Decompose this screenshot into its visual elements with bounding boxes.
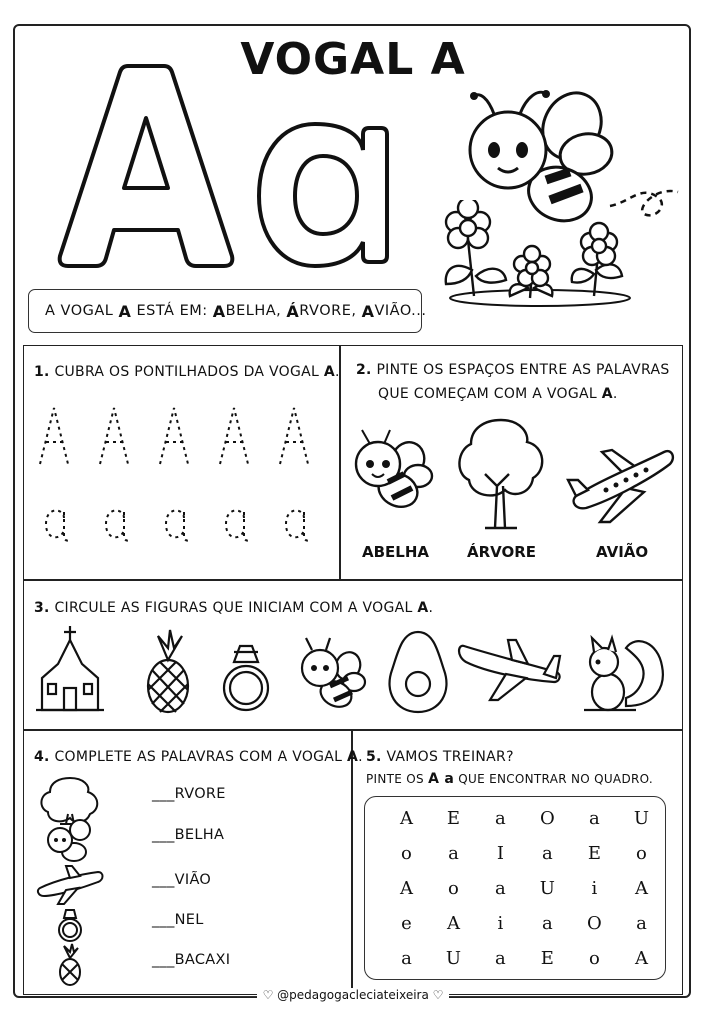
info-word3-initial: A (361, 301, 375, 321)
ring-icon-tiny (59, 910, 81, 941)
bee-icon (352, 424, 436, 520)
grid-row (383, 941, 665, 976)
grid-cell[interactable]: a (495, 808, 506, 829)
church-icon (36, 626, 104, 710)
avocado-icon (390, 632, 447, 712)
grid-row (383, 836, 665, 871)
section-3-figures (36, 626, 676, 718)
tree-icon-small (41, 778, 97, 824)
grid-cell[interactable]: A (399, 808, 413, 829)
grid-cell[interactable]: i (497, 913, 504, 934)
caption-arvore: ÁRVORE (467, 543, 537, 561)
grid-cell[interactable]: a (589, 808, 600, 829)
trace-uppercase-a (160, 408, 188, 464)
grid-cell[interactable]: U (539, 878, 555, 899)
big-lowercase-a-outline (253, 120, 393, 270)
info-word1-initial: A (212, 301, 226, 321)
grid-cell[interactable]: a (401, 948, 412, 969)
section-1-instruction: 1. CUBRA OS PONTILHADOS DA VOGAL A. (34, 364, 340, 380)
pineapple-icon (148, 630, 188, 712)
trace-lowercase-a (166, 510, 190, 540)
grid-cell[interactable]: U (445, 948, 462, 969)
ring-icon (224, 646, 268, 710)
word-rest: RVORE (174, 786, 226, 802)
tree-icon (455, 416, 547, 534)
info-word2-rest: RVORE, (299, 303, 362, 319)
grid-cell[interactable]: a (448, 843, 459, 864)
info-middle: ESTÁ EM: (131, 303, 213, 319)
footer-credit: ♡ @pedagogacleciateixeira ♡ (0, 988, 706, 1002)
section-4-pictures (36, 774, 108, 990)
grid-cell[interactable]: A (399, 878, 413, 899)
big-uppercase-a-outline (56, 60, 236, 275)
pineapple-icon-tiny (60, 944, 80, 985)
word-rest: BACAXI (174, 952, 231, 968)
trace-uppercase-a (220, 408, 248, 464)
word-rest: NEL (174, 912, 204, 928)
bee-icon-small (302, 638, 365, 712)
grid-cell[interactable]: E (540, 948, 554, 969)
grid-row (383, 871, 665, 906)
trace-uppercase-a (280, 408, 308, 464)
trace-lowercase-a (106, 510, 130, 540)
word-rest: BELHA (174, 827, 225, 843)
trace-lowercase-a (286, 510, 310, 540)
page-title: VOGAL A (240, 34, 466, 85)
complete-word-2 (152, 827, 224, 843)
caption-aviao: AVIÃO (596, 543, 649, 561)
section-3-instruction: 3. CIRCULE AS FIGURAS QUE INICIAM COM A VOGAL A. (34, 600, 434, 616)
flowers-illustration (430, 200, 640, 310)
grid-cell[interactable]: a (495, 948, 506, 969)
grid-cell[interactable]: e (401, 913, 412, 934)
complete-word-4 (152, 912, 204, 928)
letter-grid (364, 796, 666, 980)
section-5-instruction: PINTE OS A a QUE ENCONTRAR NO QUADRO. (366, 771, 653, 787)
grid-cell[interactable]: o (636, 843, 647, 864)
grid-cell[interactable]: I (496, 843, 504, 864)
grid-cell[interactable]: A (634, 948, 648, 969)
grid-cell[interactable]: U (633, 808, 650, 829)
grid-row (383, 801, 665, 836)
grid-cell[interactable]: a (542, 913, 553, 934)
info-word1-rest: BELHA, (225, 303, 287, 319)
vowel-examples-box (28, 289, 427, 333)
complete-word-3 (152, 872, 211, 888)
grid-cell[interactable]: o (448, 878, 459, 899)
trace-uppercase-a (100, 408, 128, 464)
trace-uppercase-a (40, 408, 68, 464)
grid-cell[interactable]: A (634, 878, 648, 899)
caption-abelha: ABELHA (362, 543, 430, 561)
info-vowel: A (118, 301, 132, 321)
word-blank[interactable]: ___ (152, 952, 175, 968)
info-word3-rest: VIÃO... (374, 303, 427, 319)
complete-word-1 (152, 786, 226, 802)
grid-cell[interactable]: a (636, 913, 647, 934)
grid-cell[interactable]: o (588, 948, 600, 969)
airplane-icon (566, 444, 676, 526)
word-rest: VIÃO (174, 872, 212, 888)
airplane-icon-small (459, 640, 560, 700)
grid-cell[interactable]: A (446, 913, 460, 934)
grid-cell[interactable]: O (587, 913, 602, 934)
grid-cell[interactable]: a (495, 878, 506, 899)
grid-cell[interactable]: O (539, 808, 555, 829)
squirrel-icon (584, 638, 663, 710)
grid-cell[interactable]: a (542, 843, 553, 864)
info-word2-initial: Á (286, 301, 300, 321)
grid-row (383, 906, 665, 941)
section-5-title: 5. VAMOS TREINAR? (366, 749, 514, 765)
info-prefix: A VOGAL (45, 303, 119, 319)
grid-cell[interactable]: i (591, 878, 598, 899)
grid-cell[interactable]: E (587, 843, 601, 864)
word-blank[interactable]: ___ (152, 912, 175, 928)
tracing-letters (32, 402, 332, 552)
section-2-instruction: 2. PINTE OS ESPAÇOS ENTRE AS PALAVRAS QUE COMEÇAM COM A VOGAL A. (356, 362, 670, 402)
airplane-icon-tiny (38, 866, 103, 904)
trace-lowercase-a (226, 510, 250, 540)
grid-cell[interactable]: o (401, 843, 412, 864)
word-blank[interactable]: ___ (152, 786, 175, 802)
complete-word-5 (152, 952, 230, 968)
section-4-instruction: 4. COMPLETE AS PALAVRAS COM A VOGAL A. (34, 749, 363, 765)
trace-lowercase-a (46, 510, 70, 540)
word-blank[interactable]: ___ (152, 827, 175, 843)
grid-cell[interactable]: E (446, 808, 461, 829)
word-blank[interactable]: ___ (152, 872, 175, 888)
